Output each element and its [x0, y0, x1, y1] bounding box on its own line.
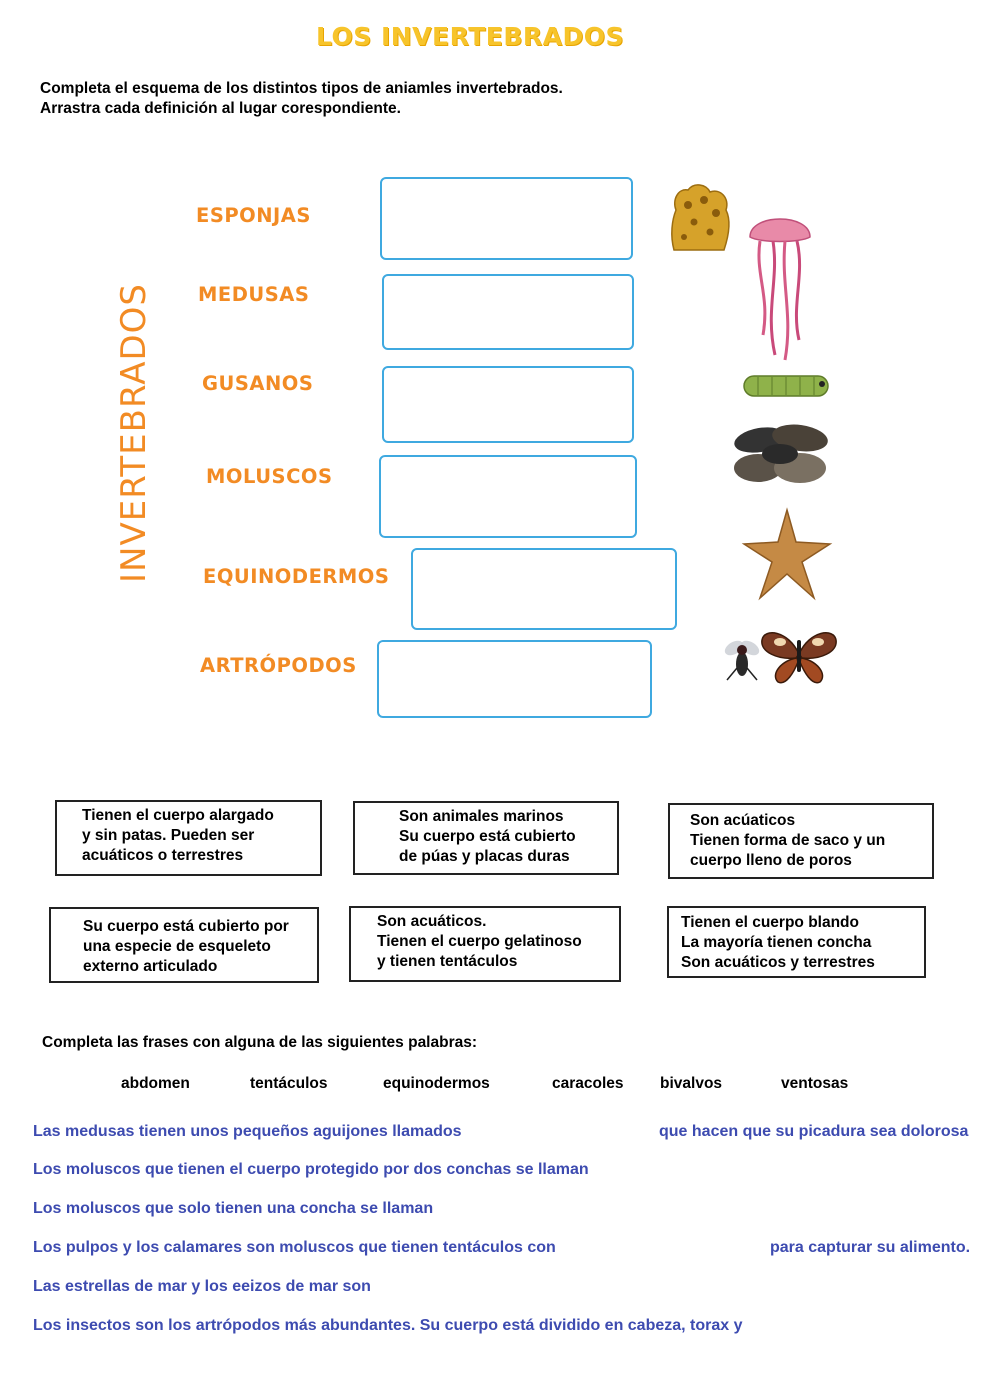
instruction-line-1: Completa el esquema de los distintos tipos de aniamles invertebrados. — [40, 80, 563, 97]
drop-zone-esponjas[interactable] — [380, 177, 633, 260]
drop-zone-medusas[interactable] — [382, 274, 634, 350]
instruction-line-2: Arrastra cada definición al lugar corespondiente. — [40, 100, 401, 117]
category-artropodos: ARTRÓPODOS — [200, 654, 357, 677]
category-equinodermos: EQUINODERMOS — [203, 565, 390, 588]
sentence-4-right: para capturar su alimento. — [770, 1239, 971, 1256]
blank-6[interactable] — [780, 1313, 950, 1337]
blank-4[interactable] — [590, 1235, 760, 1259]
blank-5[interactable] — [395, 1274, 565, 1298]
word-bank-ventosas[interactable]: ventosas — [781, 1075, 849, 1092]
mussels-icon — [730, 420, 834, 490]
word-bank-abdomen[interactable]: abdomen — [121, 1075, 190, 1092]
sentence-5: Las estrellas de mar y los eeizos de mar son — [33, 1278, 371, 1295]
definition-card-2[interactable]: Son animales marinos Su cuerpo está cubierto de púas y placas duras — [353, 801, 619, 875]
definition-card-5[interactable]: Son acuáticos. Tienen el cuerpo gelatinoso y tienen tentáculos — [349, 906, 621, 982]
category-esponjas: ESPONJAS — [196, 204, 311, 227]
definition-card-4[interactable]: Su cuerpo está cubierto por una especie de esqueleto externo articulado — [49, 907, 319, 983]
drop-zone-artropodos[interactable] — [377, 640, 652, 718]
sentence-6: Los insectos son los artrópodos más abundantes. Su cuerpo está dividido en cabeza, torax y — [33, 1317, 743, 1334]
sentence-2: Los moluscos que tienen el cuerpo protegido por dos conchas se llaman — [33, 1161, 589, 1178]
word-bank-bivalvos[interactable]: bivalvos — [660, 1075, 723, 1092]
butterfly-icon — [760, 626, 838, 686]
jellyfish-icon — [745, 205, 815, 365]
definition-card-3[interactable]: Son acúaticos Tienen forma de saco y un cuerpo lleno de poros — [668, 803, 934, 879]
definition-card-6[interactable]: Tienen el cuerpo blando La mayoría tienen concha Son acuáticos y terrestres — [667, 906, 926, 978]
starfish-icon — [742, 508, 832, 600]
page-title: LOS INVERTEBRADOS — [315, 22, 625, 51]
drop-zone-equinodermos[interactable] — [411, 548, 677, 630]
drop-zone-gusanos[interactable] — [382, 366, 634, 443]
category-gusanos: GUSANOS — [202, 372, 314, 395]
word-bank-equinodermos[interactable]: equinodermos — [383, 1075, 490, 1092]
sentence-1-left: Las medusas tienen unos pequeños aguijones llamados — [33, 1123, 462, 1140]
category-medusas: MEDUSAS — [198, 283, 310, 306]
drop-zone-moluscos[interactable] — [379, 455, 637, 538]
blank-1[interactable] — [488, 1119, 648, 1143]
blank-2[interactable] — [620, 1157, 790, 1181]
sponge-icon — [666, 180, 736, 255]
vertical-label: INVERTEBRADOS — [114, 283, 154, 583]
word-bank-caracoles[interactable]: caracoles — [552, 1075, 624, 1092]
sentence-4-left: Los pulpos y los calamares son moluscos que tienen tentáculos con — [33, 1239, 556, 1256]
blank-3[interactable] — [458, 1196, 628, 1220]
definition-card-1[interactable]: Tienen el cuerpo alargado y sin patas. Pueden ser acuáticos o terrestres — [55, 800, 322, 876]
fly-icon — [722, 630, 762, 686]
category-moluscos: MOLUSCOS — [206, 465, 333, 488]
sentence-1-right: que hacen que su picadura sea dolorosa — [659, 1123, 969, 1140]
word-bank-tentaculos[interactable]: tentáculos — [250, 1075, 328, 1092]
fill-instruction: Completa las frases con alguna de las siguientes palabras: — [42, 1034, 478, 1051]
caterpillar-icon — [742, 368, 832, 402]
sentence-3: Los moluscos que solo tienen una concha se llaman — [33, 1200, 434, 1217]
